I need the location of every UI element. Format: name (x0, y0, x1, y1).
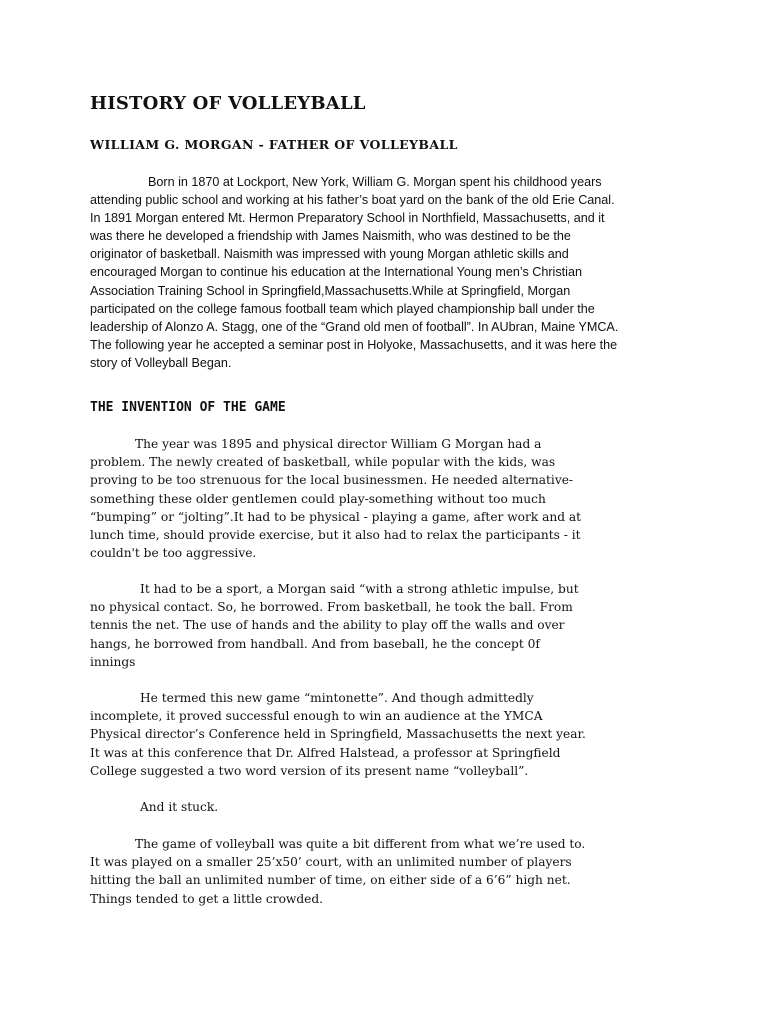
biography-paragraph (90, 173, 680, 372)
bio-line: leadership of Alonzo A. Stagg, one of the “Grand old men of football”. In AUbran, Maine YMCA. (90, 319, 619, 334)
bio-line: was there he developed a friendship with James Naismith, who was destined to be the (90, 229, 571, 244)
paragraph-line: And it stuck. (140, 800, 219, 814)
document-subtitle: WILLIAM G. MORGAN - FATHER OF VOLLEYBALL (90, 137, 458, 152)
paragraph-line: hitting the ball an unlimited number of time, on either side of a 6’6” high net. (90, 873, 571, 888)
bio-line: The following year he accepted a seminar post in Holyoke, Massachusetts, and it was here the (90, 337, 618, 352)
invention-paragraph-1 (90, 435, 685, 562)
paragraph-line: College suggested a two word version of its present name “volleyball”. (90, 763, 529, 778)
paragraph-line: no physical contact. So, he borrowed. From basketball, he took the ball. From (90, 600, 573, 615)
paragraph-line: something these older gentlemen could play-something without too much (90, 491, 546, 506)
bio-line: encouraged Morgan to continue his education at the International Young men’s Christian (90, 265, 582, 280)
paragraph-line: tennis the net. The use of hands and the ability to play off the walls and over (90, 618, 565, 633)
bio-line: attending public school and working at his father’s boat yard on the bank of the old Erie Canal. (90, 193, 615, 208)
bio-line: story of Volleyball Began. (90, 355, 232, 370)
paragraph-line: couldn't be too aggressive. (90, 546, 257, 561)
paragraph-line: Physical director’s Conference held in Springfield, Massachusetts the next year. (90, 727, 586, 742)
bio-line: originator of basketball. Naismith was impressed with young Morgan athletic skills and (90, 247, 569, 262)
paragraph-line: incomplete, it proved successful enough to win an audience at the YMCA (90, 709, 543, 724)
paragraph-line: proving to be too strenuous for the local businessmen. He needed alternative- (90, 473, 574, 488)
paragraph-line: Things tended to get a little crowded. (90, 891, 324, 906)
paragraph-line: It was played on a smaller 25’x50’ court, with an unlimited number of players (90, 855, 572, 870)
paragraph-line: It was at this conference that Dr. Alfred Halstead, a professor at Springfield (90, 745, 561, 760)
invention-paragraph-5 (90, 835, 685, 908)
paragraph-line: “bumping” or “jolting”.It had to be physical - playing a game, after work and at (90, 509, 582, 524)
paragraph-line: The year was 1895 and physical director William G Morgan had a (135, 437, 542, 451)
invention-paragraph-3 (90, 689, 685, 780)
paragraph-line: lunch time, should provide exercise, but it also had to relax the participants - it (90, 528, 581, 543)
bio-line: In 1891 Morgan entered Mt. Hermon Preparatory School in Northfield, Massachusetts, and it (90, 211, 605, 226)
bio-line: Born in 1870 at Lockport, New York, William G. Morgan spent his childhood years (148, 175, 602, 189)
invention-paragraph-2 (90, 580, 685, 671)
bio-line: Association Training School in Springfield,Massachusetts.While at Springfield, Morgan (90, 283, 571, 298)
invention-paragraph-4 (90, 798, 685, 816)
paragraph-line: He termed this new game “mintonette”. And though admittedly (140, 691, 534, 705)
paragraph-line: The game of volleyball was quite a bit different from what we’re used to. (135, 837, 586, 851)
paragraph-line: innings (90, 654, 136, 669)
section-heading: THE INVENTION OF THE GAME (90, 400, 286, 415)
paragraph-line: hangs, he borrowed from handball. And from baseball, he the concept 0f (90, 636, 540, 651)
paragraph-line: problem. The newly created of basketball, while popular with the kids, was (90, 455, 556, 470)
bio-line: participated on the college famous football team which played championship ball under the (90, 301, 595, 316)
document-title: HISTORY OF VOLLEYBALL (90, 93, 366, 114)
paragraph-line: It had to be a sport, a Morgan said “with a strong athletic impulse, but (140, 582, 579, 596)
